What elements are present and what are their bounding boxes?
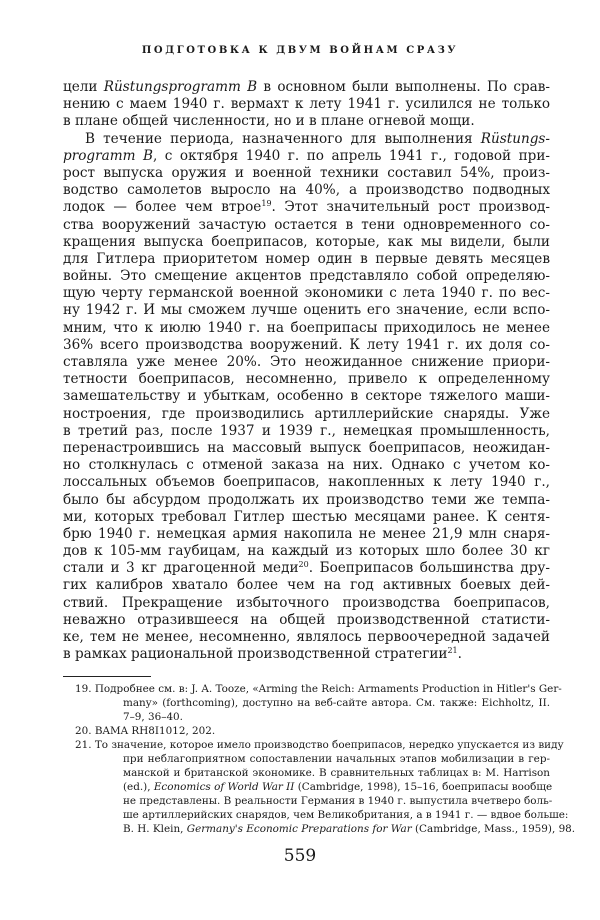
text-line bbox=[63, 251, 550, 268]
text-line bbox=[63, 595, 550, 612]
text-run: для Гитлера приоритетом номер один в первые девять месяцев bbox=[63, 250, 550, 267]
text-run: many» (forthcoming), доступно на веб-сайте автора. См. также: Eichholtz, II. bbox=[123, 697, 550, 709]
text-run: ностроения, где производились артиллерийские снаряды. Уже bbox=[63, 405, 550, 422]
text-run: в рамках рациональной производственной стратегии bbox=[63, 646, 448, 663]
text-line bbox=[63, 320, 550, 337]
footnote bbox=[75, 682, 562, 724]
footnote-line bbox=[75, 780, 553, 794]
text-line bbox=[63, 388, 550, 405]
text-line bbox=[63, 526, 550, 543]
italic-text: Germany's Economic Preparations for War bbox=[186, 823, 412, 835]
text-run: ства вооружений зачастую остается в тени одновременного со- bbox=[63, 216, 550, 233]
text-run: щую черту германской военной экономики с лета 1940 г. по вес- bbox=[63, 285, 550, 302]
text-run: водство самолетов выросло на 40%, а производство подводных bbox=[63, 182, 550, 199]
text-run: 19. Подробнее см. в: J. A. Tooze, «Arming the Reich: Armaments Production in Hitler's Ger- bbox=[75, 683, 562, 695]
text-run: замешательству и убыткам, особенно в секторе тяжелого маши- bbox=[63, 388, 550, 405]
footnote-ref: 19 bbox=[261, 199, 272, 209]
footnote-line bbox=[75, 738, 564, 752]
text-run: стали и 3 кг драгоценной меди bbox=[63, 560, 299, 577]
text-run: лоссальных объемов боеприпасов, накопленных к лету 1940 г., bbox=[63, 474, 550, 491]
footnote-divider bbox=[63, 676, 151, 677]
text-line bbox=[63, 629, 550, 646]
text-run: ну 1942 г. И мы сможем лучше оценить его значение, если вспо- bbox=[63, 302, 550, 319]
text-run: 20. BAMA RH8I1012, 202. bbox=[75, 725, 216, 737]
text-run: брю 1940 г. немецкая армия накопила не менее 21,9 млн снаря- bbox=[63, 525, 550, 542]
footnote-line bbox=[75, 808, 569, 822]
text-run: B. H. Klein, bbox=[123, 823, 187, 835]
text-run: в плане общей численности, но и в плане огневой мощи. bbox=[63, 113, 475, 130]
page-number: 559 bbox=[283, 846, 317, 866]
italic-text: Economics of World War II bbox=[153, 781, 295, 793]
text-run: неважно отразившееся на общей производственной статисти- bbox=[63, 611, 550, 628]
text-line bbox=[63, 285, 550, 302]
text-run: манской и британской экономике. В сравнительных таблицах в: M. Harrison bbox=[123, 767, 550, 779]
text-line bbox=[63, 612, 550, 629]
text-run: (Cambridge, Mass., 1959), 98. bbox=[411, 823, 576, 835]
text-line bbox=[63, 217, 550, 234]
text-run: при неблагоприятном сопоставлении начальных этапов мобилизации в гер- bbox=[123, 753, 550, 765]
italic-text: Rüstungsprogramm B bbox=[103, 79, 258, 95]
text-line bbox=[63, 646, 550, 663]
text-line bbox=[63, 165, 550, 182]
footnote-line bbox=[75, 766, 550, 780]
text-line bbox=[63, 560, 550, 577]
text-line bbox=[63, 79, 550, 96]
body-text bbox=[63, 79, 550, 663]
footnote-line bbox=[75, 682, 562, 696]
text-run: войны. Это смещение акцентов представляло собой определяю- bbox=[63, 268, 550, 285]
text-run: 7–9, 36–40. bbox=[123, 711, 183, 723]
text-run: ше артиллерийских снарядов, чем Великобритания, а в 1941 г. — вдвое больше: bbox=[123, 809, 569, 821]
text-line bbox=[63, 199, 550, 216]
text-run: . Этот значительный рост производ- bbox=[271, 199, 550, 216]
footnote-line bbox=[75, 696, 550, 710]
text-line bbox=[63, 337, 550, 354]
text-run: в третий раз, после 1937 и 1939 г., немецкая промышленность, bbox=[63, 422, 550, 439]
text-line bbox=[63, 440, 550, 457]
text-line bbox=[63, 406, 550, 423]
text-run: кращения выпуска боеприпасов, которые, как мы видели, были bbox=[63, 233, 550, 250]
footnote-line bbox=[75, 822, 576, 836]
text-line bbox=[63, 474, 550, 491]
text-line bbox=[63, 182, 550, 199]
footnote-line bbox=[75, 794, 553, 808]
text-run: (ed.), bbox=[123, 781, 154, 793]
text-run: в основном были выполнены. По срав- bbox=[257, 79, 550, 95]
footnote-line bbox=[75, 710, 550, 724]
text-run: дов к 105-мм гаубицам, на каждый из которых шло более 30 кг bbox=[63, 543, 550, 560]
text-run: . Боеприпасов большинства дру- bbox=[308, 560, 550, 577]
text-line bbox=[63, 492, 550, 509]
footnote-ref: 20 bbox=[298, 560, 309, 570]
footnote-line bbox=[75, 752, 550, 766]
text-run: цели bbox=[63, 79, 104, 95]
text-run: 36% всего производства вооружений. К лету 1941 г. их доля со- bbox=[63, 336, 550, 353]
text-line bbox=[63, 509, 550, 526]
text-run: , с октября 1940 г. по апрель 1941 г., годовой при- bbox=[152, 147, 550, 164]
running-head: ПОДГОТОВКА К ДВУМ ВОЙНАМ СРАЗУ bbox=[141, 45, 459, 56]
text-line bbox=[63, 96, 550, 113]
italic-text: programm B bbox=[63, 147, 153, 164]
footnote bbox=[75, 738, 576, 836]
text-line bbox=[63, 354, 550, 371]
text-line bbox=[63, 577, 550, 594]
text-line bbox=[63, 268, 550, 285]
text-run: но столкнулась с отменой заказа на них. Однако с учетом ко- bbox=[63, 457, 550, 474]
text-run: лодок — более чем втрое bbox=[63, 199, 262, 216]
text-line bbox=[63, 371, 550, 388]
text-run: ке, тем не менее, несомненно, являлось первоочередной задачей bbox=[63, 629, 550, 645]
text-run: тетности боеприпасов, несомненно, привело к определенному bbox=[63, 371, 550, 388]
text-run: ставляла уже менее 20%. Это неожиданное снижение приори- bbox=[63, 354, 550, 370]
text-run: (Cambridge, 1998), 15–16, боеприпасы вообще bbox=[294, 781, 553, 793]
text-run: . bbox=[457, 646, 462, 663]
text-line bbox=[63, 543, 550, 560]
text-line bbox=[63, 148, 550, 165]
text-run: гих калибров хватало более чем на год активных боевых дей- bbox=[63, 577, 550, 594]
footnote-ref: 21 bbox=[447, 646, 458, 656]
text-run: мним, что к июлю 1940 г. на боеприпасы приходилось не менее bbox=[63, 319, 550, 336]
text-line bbox=[63, 302, 550, 319]
text-run: не представлены. В реальности Германия в 1940 г. выпустила вчетверо боль- bbox=[123, 795, 553, 807]
text-run: ми, которых требовал Гитлер шестью месяцами ранее. К сентя- bbox=[63, 508, 550, 525]
text-run: В течение периода, назначенного для выполнения bbox=[85, 130, 481, 147]
text-run: ствий. Прекращение избыточного производства боеприпасов, bbox=[63, 594, 550, 611]
text-line bbox=[63, 457, 550, 474]
text-run: перенастроившись на массовый выпуск боеприпасов, неожидан- bbox=[63, 439, 550, 456]
text-line bbox=[63, 113, 550, 130]
text-run: нению с маем 1940 г. вермахт к лету 1941 г. усилился не только bbox=[63, 96, 550, 113]
text-run: 21. То значение, которое имело производство боеприпасов, нередко упускается из виду bbox=[75, 739, 564, 751]
italic-text: Rüstungs- bbox=[480, 130, 550, 147]
text-line bbox=[63, 423, 550, 440]
text-line bbox=[63, 131, 550, 148]
footnote bbox=[75, 724, 550, 738]
footnote-line bbox=[75, 724, 550, 738]
text-line bbox=[63, 234, 550, 251]
text-run: рост выпуска оружия и военной техники составил 54%, произ- bbox=[63, 164, 550, 181]
footnotes bbox=[75, 682, 576, 836]
text-run: было бы абсурдом продолжать их производство теми же темпа- bbox=[63, 491, 550, 508]
